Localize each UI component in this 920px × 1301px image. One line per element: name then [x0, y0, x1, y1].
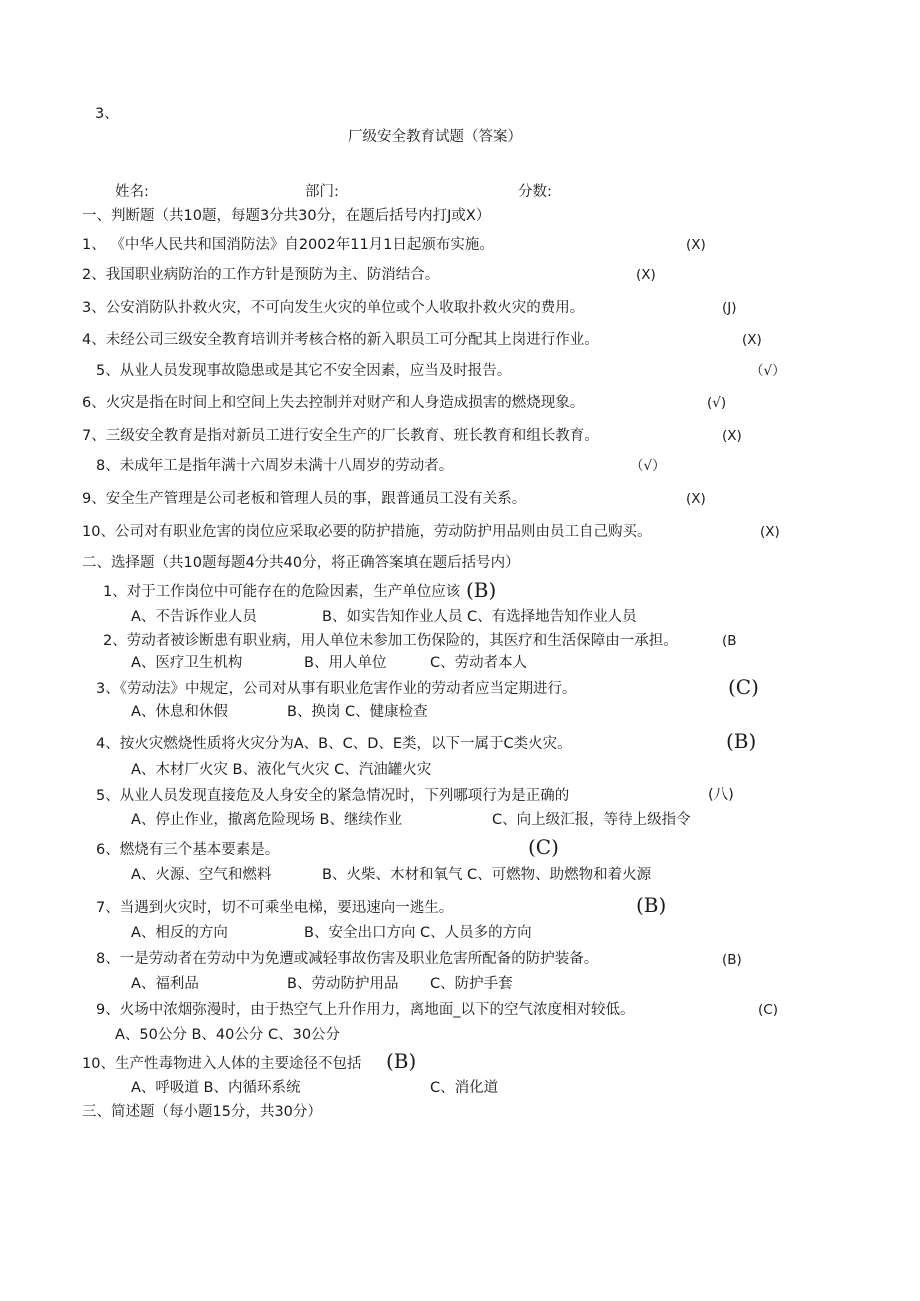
choice-answer: (C) — [528, 835, 559, 859]
choice-option: B、火柴、木材和氧气 C、可燃物、助燃物和着火源 — [322, 867, 652, 883]
judge-answer: (X) — [760, 524, 780, 540]
choice-option: A、不告诉作业人员 — [131, 609, 257, 625]
judge-question: 7、三级安全教育是指对新员工进行安全生产的厂长教育、班长教育和组长教育。 — [82, 428, 599, 444]
choice-option: B、安全出口方向 C、人员多的方向 — [304, 925, 532, 941]
choice-question: 1、对于工作岗位中可能存在的危险因素，生产单位应该 — [103, 584, 461, 600]
section2-heading: 二、选择题（共10题每题4分共40分，将正确答案填在题后括号内） — [82, 555, 520, 571]
choice-option: A、停止作业，撤离危险现场 B、继续作业 — [131, 812, 402, 828]
choice-option: A、木材厂火灾 B、液化气火灾 C、汽油罐火灾 — [131, 762, 432, 778]
choice-option: C、防护手套 — [430, 976, 513, 992]
choice-option: C、向上级汇报，等待上级指令 — [492, 812, 691, 828]
page-number: 3、 — [95, 106, 119, 122]
choice-answer: (B) — [636, 893, 667, 917]
choice-option: A、相反的方向 — [131, 925, 228, 941]
judge-question: 10、公司对有职业危害的岗位应采取必要的防护措施，劳动防护用品则由员工自己购买。 — [82, 524, 652, 540]
choice-option: B、劳动防护用品 — [287, 976, 399, 992]
judge-question: 6、火灾是指在时间上和空间上失去控制并对财产和人身造成损害的燃烧现象。 — [82, 395, 585, 411]
choice-question: 3、《劳动法》中规定，公司对从事有职业危害作业的劳动者应当定期进行。 — [96, 681, 577, 697]
choice-question: 9、火场中浓烟弥漫时，由于热空气上升作用力，离地面_以下的空气浓度相对较低。 — [96, 1002, 635, 1018]
judge-answer: (√) — [707, 395, 727, 411]
judge-answer: (X) — [742, 332, 762, 348]
choice-answer: (B) — [466, 578, 497, 602]
choice-question: 8、一是劳动者在劳动中为免遭或减轻事故伤害及职业危害所配备的防护装备。 — [96, 951, 599, 967]
choice-answer: (C) — [758, 1002, 778, 1018]
judge-question: 5、从业人员发现事故隐患或是其它不安全因素，应当及时报告。 — [96, 363, 512, 379]
choice-question: 10、生产性毒物进入人体的主要途径不包括 — [82, 1056, 362, 1072]
page-title: 厂级安全教育试题（答案） — [348, 129, 522, 145]
choice-option: A、休息和休假 — [131, 704, 228, 720]
judge-answer: (X) — [686, 237, 706, 253]
name-label: 姓名: — [115, 184, 149, 200]
choice-question: 2、劳动者被诊断患有职业病，用人单位未参加工伤保险的，其医疗和生活保障由一承担。 — [103, 633, 678, 649]
choice-answer: (B) — [386, 1049, 417, 1073]
section1-heading: 一、判断题（共10题，每题3分共30分，在题后括号内打J或X） — [82, 208, 491, 224]
choice-answer: (八) — [708, 787, 734, 803]
choice-question: 7、当遇到火灾时，切不可乘坐电梯，要迅速向一逃生。 — [96, 900, 454, 916]
choice-answer: (C) — [728, 675, 759, 699]
choice-option: B、用人单位 — [304, 655, 387, 671]
judge-answer: （√） — [630, 458, 666, 474]
choice-answer: (B) — [726, 729, 757, 753]
choice-question: 4、按火灾燃烧性质将火灾分为A、B、C、D、E类，以下一属于C类火灾。 — [96, 736, 572, 752]
choice-option: A、火源、空气和燃料 — [131, 867, 272, 883]
judge-question: 9、安全生产管理是公司老板和管理人员的事，跟普通员工没有关系。 — [82, 491, 527, 507]
judge-question: 1、 《中华人民共和国消防法》自2002年11月1日起颁布实施。 — [82, 237, 494, 253]
judge-answer: (X) — [686, 491, 706, 507]
choice-option: A、呼吸道 B、内循环系统 — [131, 1080, 301, 1096]
choice-answer: (B — [722, 633, 737, 649]
choice-option: A、50公分 B、40公分 C、30公分 — [115, 1027, 341, 1043]
choice-option: A、医疗卫生机构 — [131, 655, 243, 671]
choice-question: 6、燃烧有三个基本要素是。 — [96, 842, 280, 858]
judge-question: 4、未经公司三级安全教育培训并考核合格的新入职员工可分配其上岗进行作业。 — [82, 332, 599, 348]
judge-answer: (J) — [722, 300, 737, 316]
choice-option: B、换岗 C、健康检查 — [287, 704, 428, 720]
choice-option: A、福利品 — [131, 976, 199, 992]
choice-question: 5、从业人员发现直接危及人身安全的紧急情况时，下列哪项行为是正确的 — [96, 788, 570, 804]
judge-answer: （√） — [750, 363, 786, 379]
choice-option: B、如实告知作业人员 C、有选择地告知作业人员 — [322, 609, 637, 625]
score-label: 分数: — [518, 184, 552, 200]
judge-answer: (X) — [636, 267, 656, 283]
judge-question: 8、未成年工是指年满十六周岁未满十八周岁的劳动者。 — [96, 458, 454, 474]
section3-heading: 三、简述题（每小题15分，共30分） — [82, 1104, 322, 1120]
judge-question: 2、我国职业病防治的工作方针是预防为主、防消结合。 — [82, 267, 440, 283]
judge-answer: (X) — [722, 428, 742, 444]
judge-question: 3、公安消防队扑救火灾，不可向发生火灾的单位或个人收取扑救火灾的费用。 — [82, 300, 585, 316]
choice-option: C、劳动者本人 — [430, 655, 528, 671]
choice-answer: (B) — [722, 952, 742, 968]
choice-option: C、消化道 — [430, 1080, 499, 1096]
dept-label: 部门: — [305, 184, 339, 200]
